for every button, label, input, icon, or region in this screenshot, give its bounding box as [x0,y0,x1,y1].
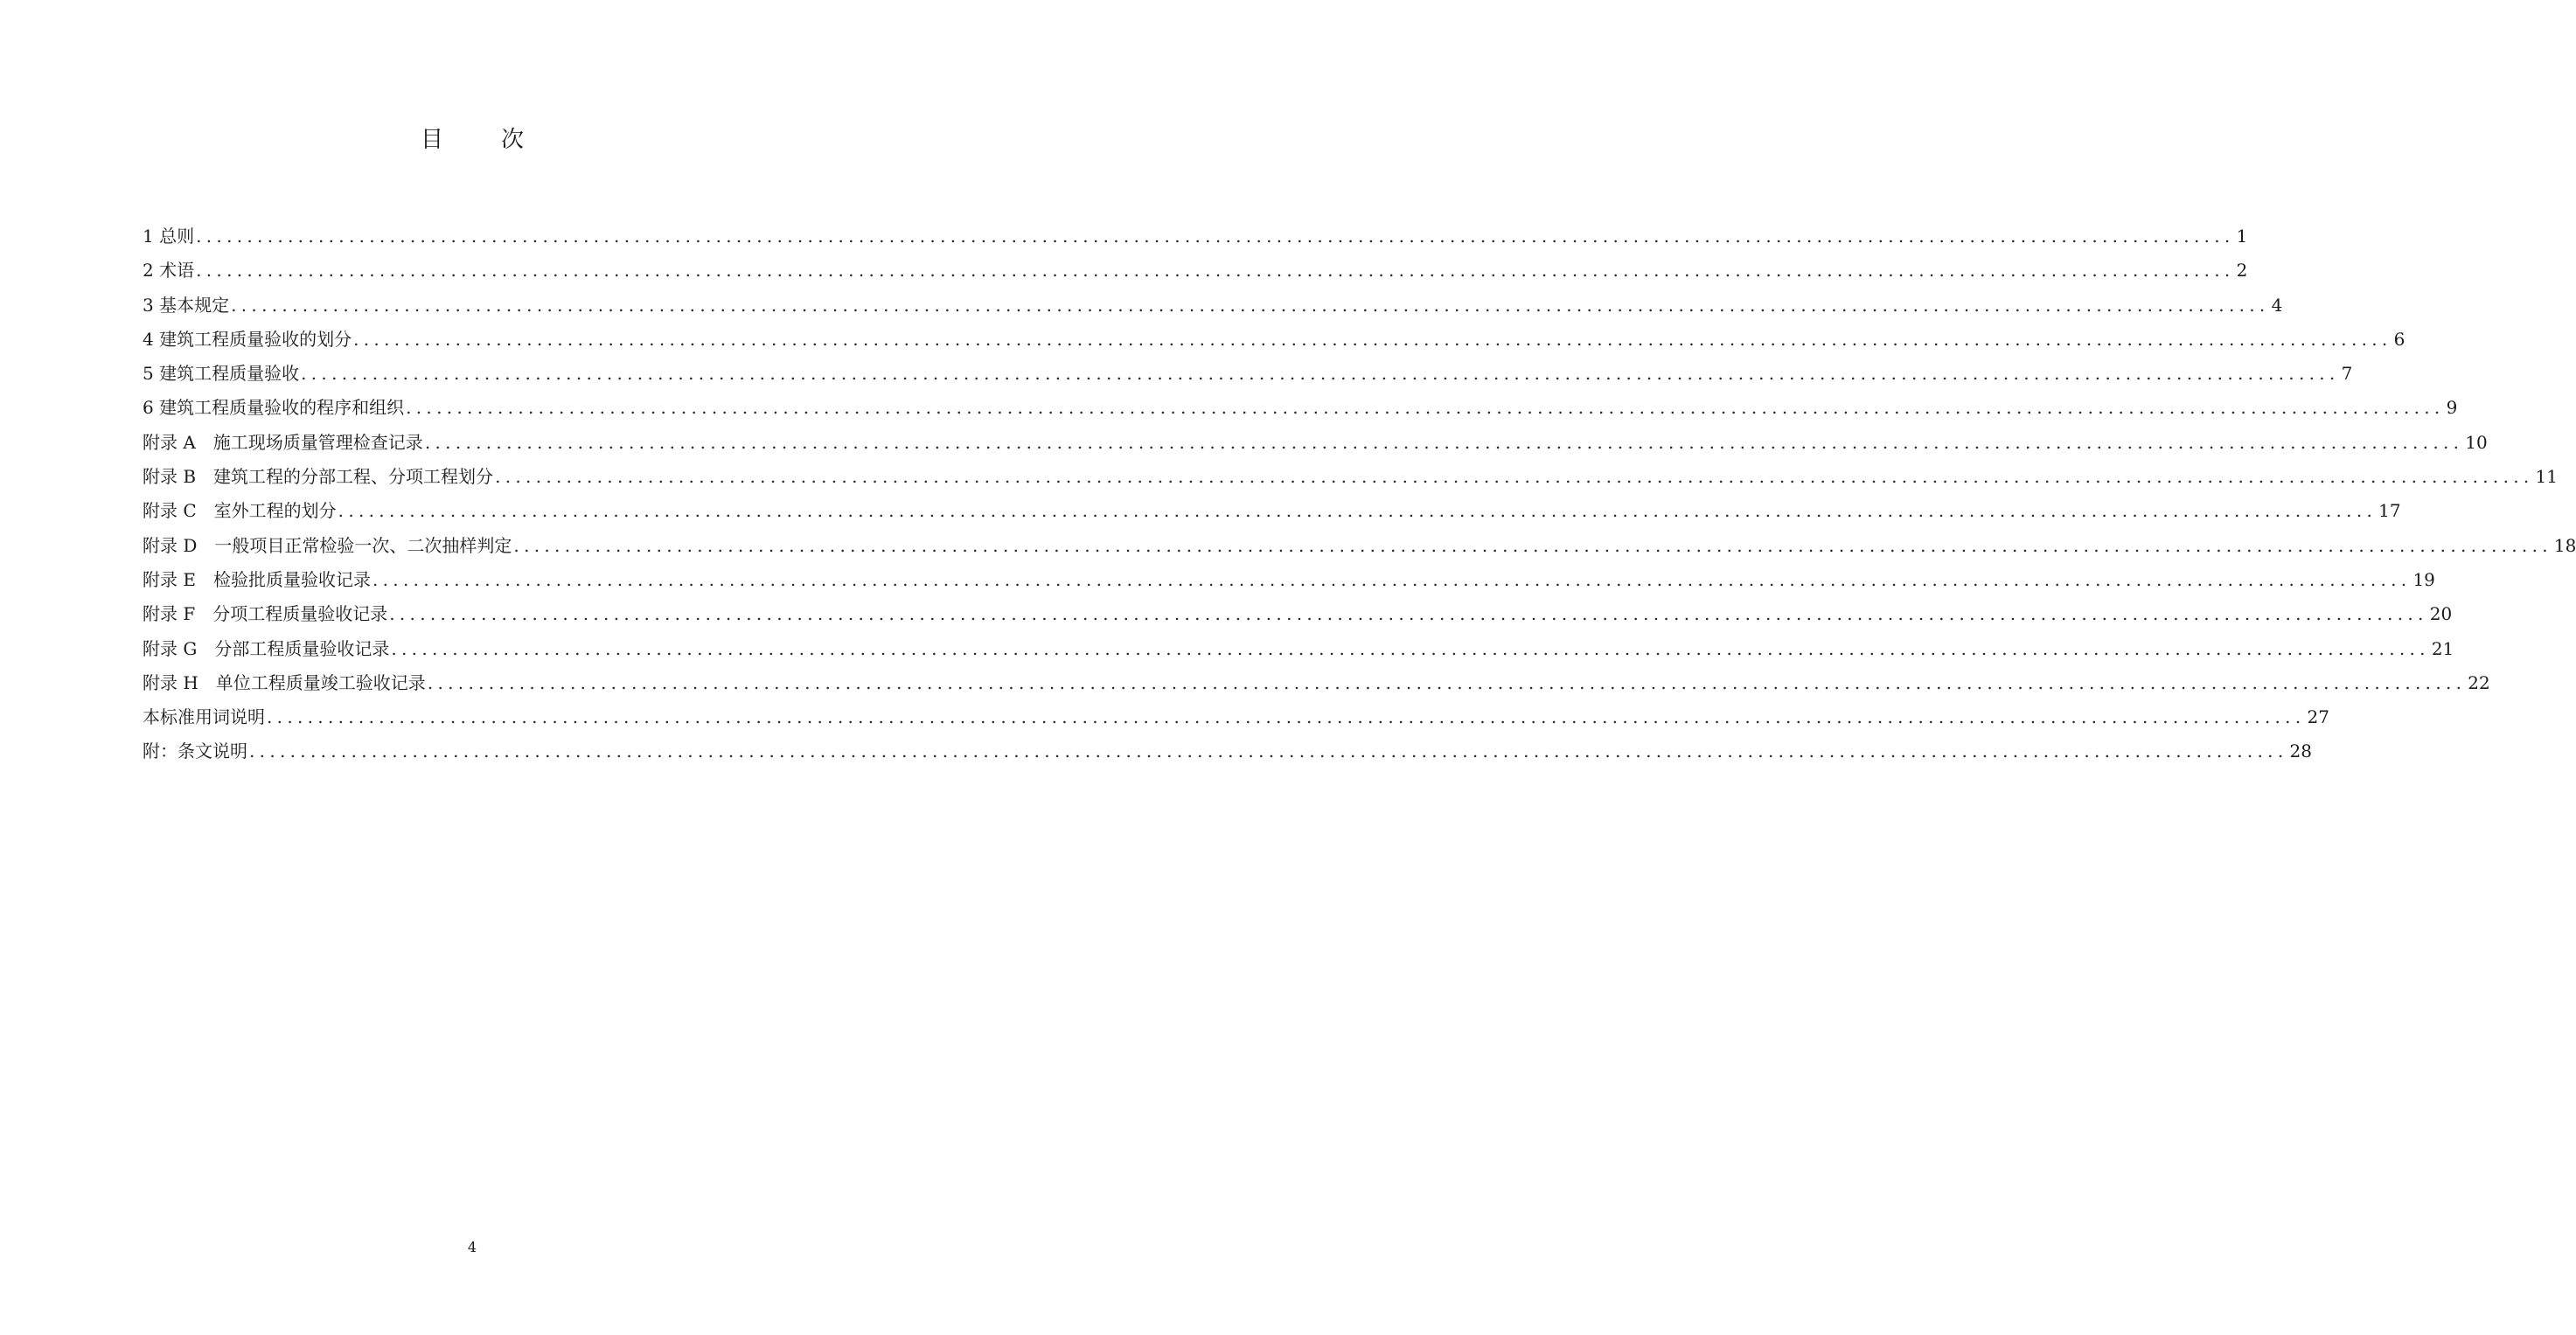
toc-entry-label: 附：条文说明 [143,741,247,762]
toc-entry-page: 7 [2341,363,2353,385]
toc-leader-dots: ........................................................................................................................................................................................................ [196,226,2235,247]
toc-entry[interactable] [143,734,2312,768]
toc-entry-page: 4 [2271,294,2283,316]
toc-entry-label: 附录 F 分项工程质量验收记录 [143,603,388,625]
toc-entry[interactable] [143,289,2283,323]
toc-leader-dots: ........................................................................................................................................................................................................ [338,500,2378,522]
toc-entry-page: 21 [2431,637,2454,659]
toc-entry[interactable] [143,460,2558,494]
toc-leader-dots: ........................................................................................................................................................................................................ [196,260,2235,282]
toc-entry-label: 1 总则 [143,226,195,247]
toc-entry-label: 附录 H 单位工程质量竣工验收记录 [143,671,426,693]
toc-leader-dots: ........................................................................................................................................................................................................ [427,671,2467,693]
toc-leader-dots: ........................................................................................................................................................................................................ [406,397,2445,419]
toc-entry-page: 9 [2446,397,2458,419]
toc-entry-label: 附录 B 建筑工程的分部工程、分项工程划分 [143,466,494,488]
toc-leader-dots: ........................................................................................................................................................................................................ [353,328,2392,350]
toc-entry[interactable] [143,494,2401,528]
page-title: 目 次 [420,127,541,153]
page-number: 4 [467,1239,477,1255]
toc-entry-page: 10 [2465,431,2488,453]
toc-entry[interactable] [143,357,2353,391]
toc-leader-dots: ........................................................................................................................................................................................................ [495,466,2534,488]
toc-leader-dots: ........................................................................................................................................................................................................ [249,741,2288,762]
toc-entry-label: 本标准用词说明 [143,706,265,728]
toc-entry-label: 5 建筑工程质量验收 [143,363,300,385]
toc-entry-page: 11 [2535,466,2558,488]
toc-entry-label: 附录 A 施工现场质量管理检查记录 [143,431,423,453]
toc-entry-page: 17 [2378,500,2401,522]
toc-entry[interactable] [143,563,2435,597]
toc-entry-page: 22 [2468,671,2490,693]
toc-entry[interactable] [143,666,2490,700]
toc-entry[interactable] [143,219,2248,254]
toc-leader-dots: ........................................................................................................................................................................................................ [389,603,2428,625]
toc-entry[interactable] [143,323,2405,357]
toc-entry-page: 28 [2289,741,2312,762]
toc-entry-page: 2 [2236,260,2248,282]
toc-entry-label: 3 基本规定 [143,294,230,316]
toc-entry[interactable] [143,254,2248,288]
toc-leader-dots: ........................................................................................................................................................................................................ [301,363,2340,385]
toc-entry-label: 附录 G 分部工程质量验收记录 [143,637,390,659]
toc-entry[interactable] [143,632,2454,666]
toc-entry-label: 附录 D 一般项目正常检验一次、二次抽样判定 [143,534,512,556]
toc-entry-label: 6 建筑工程质量验收的程序和组织 [143,397,405,419]
toc-leader-dots: ........................................................................................................................................................................................................ [231,294,2270,316]
toc-entry-label: 4 建筑工程质量验收的划分 [143,328,352,350]
toc-entry-label: 附录 C 室外工程的划分 [143,500,337,522]
table-of-contents [143,219,2576,769]
toc-entry-page: 18 [2553,534,2576,556]
toc-entry-label: 2 术语 [143,260,195,282]
toc-leader-dots: ........................................................................................................................................................................................................ [372,568,2412,590]
toc-leader-dots: ........................................................................................................................................................................................................ [267,706,2306,728]
toc-entry-label: 附录 E 检验批质量验收记录 [143,568,371,590]
toc-leader-dots: ........................................................................................................................................................................................................ [513,534,2552,556]
toc-entry-page: 1 [2236,226,2248,247]
toc-entry-page: 27 [2307,706,2329,728]
toc-entry[interactable] [143,597,2453,631]
toc-entry[interactable] [143,700,2329,734]
toc-leader-dots: ........................................................................................................................................................................................................ [391,637,2430,659]
toc-leader-dots: ........................................................................................................................................................................................................ [424,431,2464,453]
toc-entry-page: 19 [2412,568,2435,590]
toc-entry[interactable] [143,391,2458,425]
toc-entry-page: 6 [2393,328,2405,350]
toc-entry[interactable] [143,529,2576,563]
toc-entry[interactable] [143,426,2488,460]
toc-entry-page: 20 [2429,603,2453,625]
